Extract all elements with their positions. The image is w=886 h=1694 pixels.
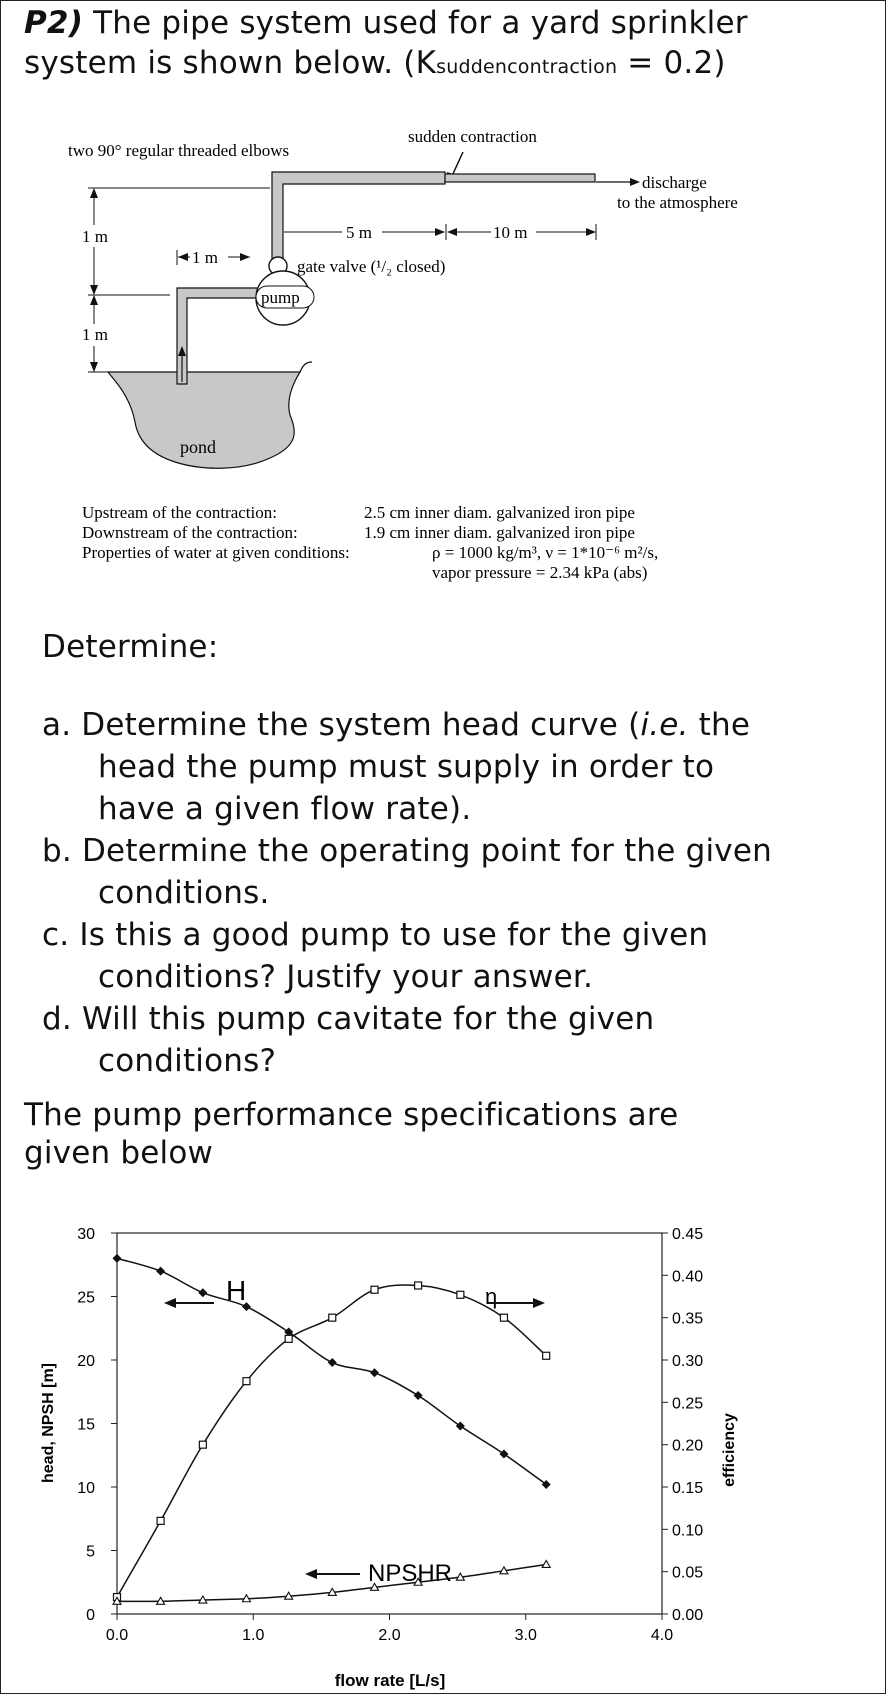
question-c-line-1: c. Is this a good pump to use for the given — [42, 917, 709, 953]
label-height-bot: 1 m — [82, 325, 108, 344]
head-point — [456, 1422, 465, 1431]
annotation-head-label: H — [226, 1275, 247, 1306]
problem-line-1 — [24, 4, 748, 42]
question-a-line-2: head the pump must supply in order to — [98, 749, 715, 785]
x-axis-label: flow rate [L/s] — [334, 1671, 446, 1690]
dim-top-arrow-down — [90, 285, 98, 295]
problem-text-2b: = 0.2) — [617, 45, 726, 81]
y-tick-label: 5 — [86, 1543, 95, 1561]
problem-subscript: suddencontraction — [436, 56, 618, 78]
efficiency-point — [371, 1286, 378, 1293]
contraction-arrow — [452, 152, 463, 176]
dim-10m-arrow-right — [586, 228, 596, 236]
label-pond: pond — [180, 437, 216, 457]
annotation-eff-label: η — [485, 1284, 498, 1309]
efficiency-point — [500, 1314, 507, 1321]
efficiency-point — [329, 1314, 336, 1321]
x-tick-label: 0.0 — [105, 1627, 129, 1644]
y2-tick-label: 0.15 — [672, 1480, 704, 1497]
spec-vapor: vapor pressure = 2.34 kPa (abs) — [432, 563, 648, 582]
spec-prop-label: Properties of water at given conditions: — [82, 543, 350, 562]
question-a-line-3: have a given flow rate). — [98, 791, 472, 827]
question-c-line-2: conditions? Justify your answer. — [98, 959, 593, 995]
problem-label: P2) — [24, 5, 84, 41]
y2-tick-label: 0.40 — [672, 1268, 704, 1286]
label-10m: 10 m — [493, 223, 528, 242]
problem-text-2a: system is shown below. (K — [24, 45, 437, 81]
label-pump: pump — [261, 288, 300, 307]
label-5m: 5 m — [346, 223, 372, 242]
series-line-square — [117, 1285, 546, 1597]
label-contraction: sudden contraction — [408, 127, 537, 146]
label-height-top: 1 m — [82, 227, 108, 246]
efficiency-point — [543, 1352, 550, 1359]
efficiency-point — [415, 1282, 422, 1289]
question-a-line-1: a. Determine the system head curve (i.e. the — [42, 707, 751, 743]
npshr-point — [542, 1560, 550, 1567]
dim-horiz-arrow-left — [178, 253, 188, 261]
problem-text-1: The pipe system used for a yard sprinkler — [93, 5, 748, 41]
x-tick-label: 3.0 — [514, 1627, 537, 1644]
label-discharge: discharge — [642, 173, 707, 192]
head-point — [328, 1358, 337, 1367]
pipe-system-diagram — [0, 110, 886, 610]
question-d-line-2: conditions? — [98, 1043, 277, 1079]
question-b-line-1: b. Determine the operating point for the given — [42, 833, 772, 869]
y2-tick-label: 0.10 — [672, 1522, 704, 1540]
head-point — [499, 1449, 508, 1458]
y2-tick-label: 0.30 — [672, 1353, 704, 1370]
efficiency-point — [157, 1517, 164, 1524]
head-point — [414, 1391, 423, 1400]
annotation-npshr-label: NPSHR — [368, 1560, 453, 1587]
efficiency-point — [243, 1378, 250, 1385]
efficiency-point — [457, 1291, 464, 1298]
efficiency-point — [285, 1335, 292, 1342]
discharge-pipe-upstream — [272, 172, 445, 262]
y2-tick-label: 0.05 — [672, 1564, 704, 1582]
determine-heading: Determine: — [42, 629, 219, 665]
y-axis-label: head, NPSH [m] — [40, 1362, 57, 1484]
label-elbows: two 90° regular threaded elbows — [68, 141, 290, 160]
spec-down-value: 1.9 cm inner diam. galvanized iron pipe — [364, 523, 635, 542]
spec-up-label: Upstream of the contraction: — [82, 503, 277, 522]
discharge-arrow-head — [630, 178, 640, 186]
y-tick-label: 25 — [77, 1289, 95, 1307]
npshr-arrow-head — [305, 1569, 317, 1579]
spec-prop-value: ρ = 1000 kg/m³, ν = 1*10⁻⁶ m²/s, — [432, 543, 659, 562]
head-point — [113, 1254, 122, 1263]
label-valve: gate valve (¹/₂ closed) — [297, 257, 446, 276]
y2-tick-label: 0.45 — [672, 1226, 704, 1243]
question-d-line-1: d. Will this pump cavitate for the given — [42, 1001, 655, 1037]
dim-top-arrow-up — [90, 188, 98, 198]
dim-bot-arrow-down — [90, 362, 98, 372]
efficiency-point — [199, 1441, 206, 1448]
y-tick-label: 15 — [77, 1416, 95, 1434]
head-point — [198, 1288, 207, 1297]
problem-line-2 — [24, 44, 726, 86]
label-horiz-1m: 1 m — [192, 248, 218, 267]
label-discharge-2: to the atmosphere — [617, 193, 738, 212]
suction-pipe — [177, 288, 258, 384]
spec-down-label: Downstream of the contraction: — [82, 523, 298, 542]
pump-performance-chart — [0, 1200, 886, 1694]
y2-tick-label: 0.35 — [672, 1310, 704, 1328]
dim-horiz-arrow-right — [240, 253, 250, 261]
chart-intro-line-1: The pump performance specifications are — [24, 1097, 679, 1133]
y-tick-label: 30 — [77, 1226, 95, 1243]
question-b-line-2: conditions. — [98, 875, 270, 911]
eff-arrow-head — [533, 1298, 545, 1308]
head-point — [156, 1267, 165, 1276]
x-tick-label: 1.0 — [242, 1627, 265, 1644]
y2-tick-label: 0.25 — [672, 1395, 704, 1413]
dim-5m-arrow — [435, 228, 445, 236]
head-arrow-head — [164, 1298, 176, 1308]
y-tick-label: 10 — [77, 1480, 95, 1497]
chart-intro-line-2: given below — [24, 1135, 214, 1171]
y-tick-label: 0 — [86, 1607, 95, 1624]
y2-tick-label: 0.20 — [672, 1437, 704, 1455]
pond-bank — [300, 362, 312, 372]
discharge-pipe-downstream — [445, 174, 595, 182]
x-tick-label: 4.0 — [650, 1627, 674, 1644]
y-tick-label: 20 — [77, 1353, 95, 1370]
spec-up-value: 2.5 cm inner diam. galvanized iron pipe — [364, 503, 635, 522]
dim-bot-arrow-up — [90, 295, 98, 305]
x-tick-label: 2.0 — [378, 1627, 401, 1644]
y2-axis-label: efficiency — [721, 1413, 738, 1487]
series-line-diamond — [117, 1258, 546, 1484]
y2-tick-label: 0.00 — [672, 1607, 704, 1624]
head-point — [370, 1368, 379, 1377]
